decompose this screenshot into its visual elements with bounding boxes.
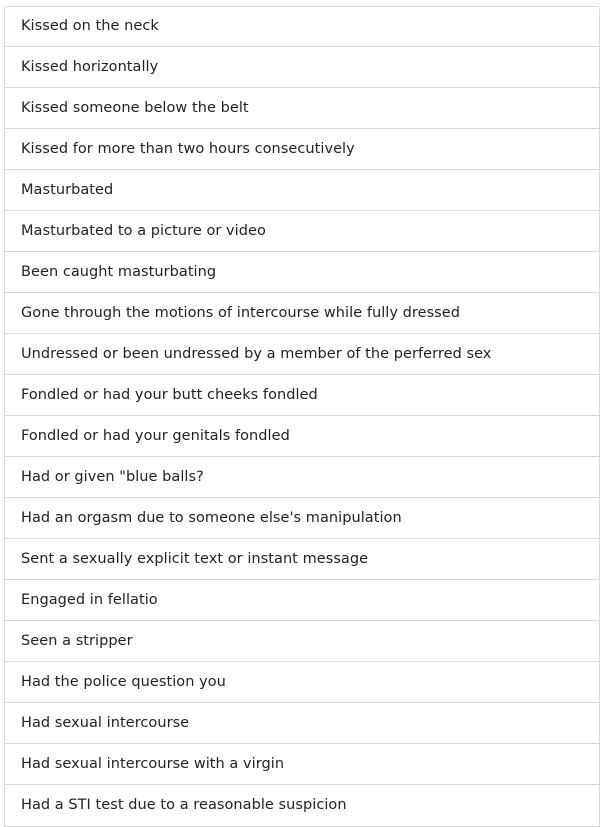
- list-item[interactable]: Kissed for more than two hours consecutively: [5, 129, 599, 170]
- list-item[interactable]: Had an orgasm due to someone else's manipulation: [5, 498, 599, 539]
- list-item[interactable]: Masturbated to a picture or video: [5, 211, 599, 252]
- list-item[interactable]: Engaged in fellatio: [5, 580, 599, 621]
- list-item[interactable]: Kissed someone below the belt: [5, 88, 599, 129]
- list-item[interactable]: Had or given "blue balls?: [5, 457, 599, 498]
- list-item[interactable]: Had sexual intercourse: [5, 703, 599, 744]
- list-item[interactable]: Kissed on the neck: [5, 7, 599, 47]
- list-item[interactable]: Fondled or had your butt cheeks fondled: [5, 375, 599, 416]
- list-item[interactable]: Kissed horizontally: [5, 47, 599, 88]
- list-item[interactable]: Had the police question you: [5, 662, 599, 703]
- list-item[interactable]: Fondled or had your genitals fondled: [5, 416, 599, 457]
- checklist: [4, 6, 600, 827]
- list-item[interactable]: Masturbated: [5, 170, 599, 211]
- list-item[interactable]: Seen a stripper: [5, 621, 599, 662]
- list-item[interactable]: Gone through the motions of intercourse while fully dressed: [5, 293, 599, 334]
- list-item[interactable]: Sent a sexually explicit text or instant message: [5, 539, 599, 580]
- list-item[interactable]: Undressed or been undressed by a member of the perferred sex: [5, 334, 599, 375]
- list-item[interactable]: Had a STI test due to a reasonable suspicion: [21, 797, 347, 814]
- list-item[interactable]: Been caught masturbating: [5, 252, 599, 293]
- list-item[interactable]: Had sexual intercourse with a virgin: [5, 744, 599, 785]
